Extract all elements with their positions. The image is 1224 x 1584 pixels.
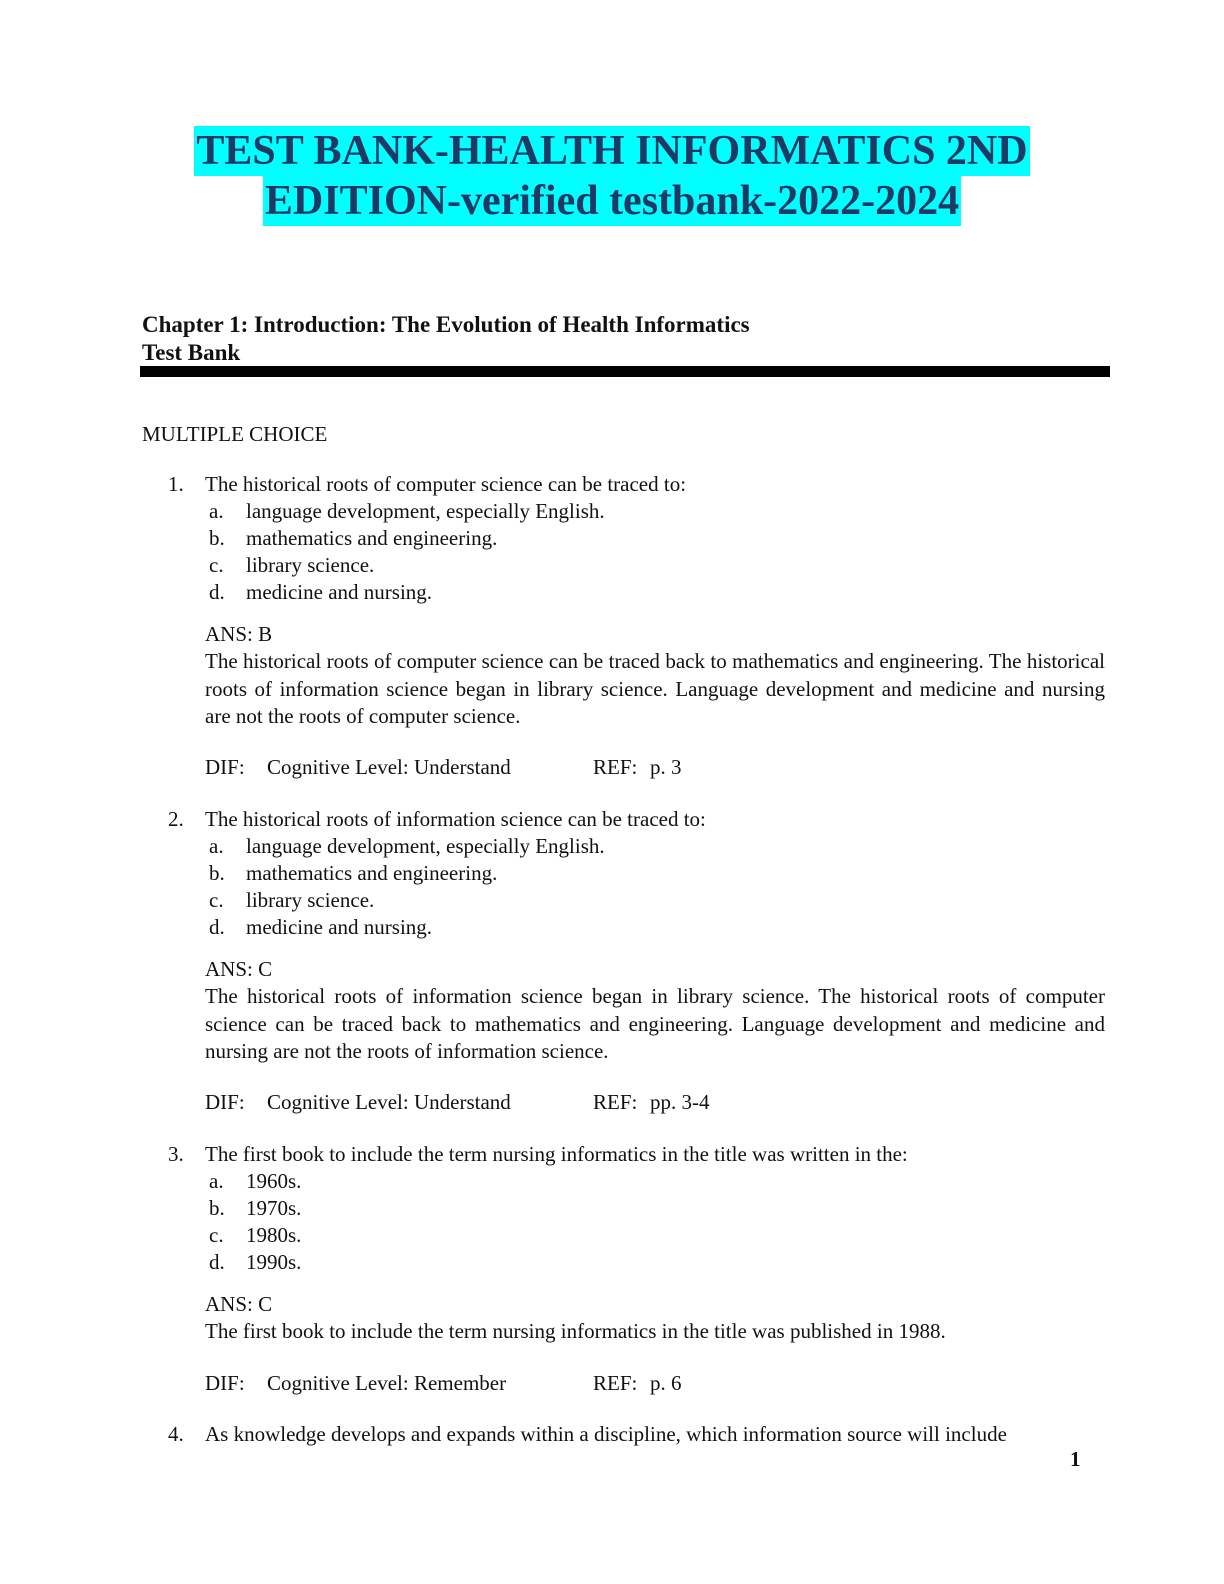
ref-label: REF: [593,1090,638,1114]
document-title [0,126,1224,226]
dif-label: DIF: [205,1090,245,1114]
question-stem: The historical roots of information science can be traced to: [205,807,706,831]
question-meta [205,1370,905,1397]
question-meta [205,1089,905,1116]
page-reference: p. 6 [650,1371,682,1395]
option-letter: c. [209,553,224,577]
question-number: 1. [168,472,184,496]
option-letter: d. [209,1250,225,1274]
option-text: 1970s. [246,1196,302,1220]
answer-key: ANS: C [205,957,273,981]
dif-label: DIF: [205,755,245,779]
answer-key: ANS: B [205,622,273,646]
option-text: mathematics and engineering. [246,526,498,550]
rationale: The historical roots of information science began in library science. The historical roots of computer science can be traced back to mathematics and engineering. Language development and medicine and nursing are not the roots of information science. [205,984,1105,1063]
ref-label: REF: [593,755,638,779]
option-letter: a. [209,834,224,858]
option-letter: b. [209,526,225,550]
option-text: language development, especially English. [246,499,605,523]
option-letter: c. [209,1223,224,1247]
ref-label: REF: [593,1371,638,1395]
option-letter: d. [209,915,225,939]
option-text: language development, especially English. [246,834,605,858]
cognitive-level: Cognitive Level: Understand [267,755,511,779]
cognitive-level: Cognitive Level: Remember [267,1371,507,1395]
question-number: 2. [168,807,184,831]
question-stem: The historical roots of computer science can be traced to: [205,472,687,496]
page-number: 1 [1070,1447,1081,1471]
option-letter: d. [209,580,225,604]
option-text: medicine and nursing. [246,915,433,939]
rationale: The historical roots of computer science can be traced back to mathematics and engineering. The historical roots of information science began in library science. Language development and medicine and nursing are not the roots of computer science. [205,649,1105,728]
option-text: mathematics and engineering. [246,861,498,885]
answer-key: ANS: C [205,1292,273,1316]
chapter-subheading: Test Bank [142,340,241,365]
option-letter: b. [209,1196,225,1220]
option-letter: a. [209,1169,224,1193]
cognitive-level: Cognitive Level: Understand [267,1090,511,1114]
question-stem: As knowledge develops and expands within a discipline, which information source will include [205,1422,1007,1446]
option-letter: c. [209,888,224,912]
option-text: library science. [246,553,375,577]
heading-rule [140,366,1110,377]
chapter-heading: Chapter 1: Introduction: The Evolution of Health Informatics [142,312,750,337]
chapter-heading-block [142,311,750,367]
title-line-1: TEST BANK-HEALTH INFORMATICS 2ND [196,128,1028,174]
question-number: 3. [168,1142,184,1166]
dif-label: DIF: [205,1371,245,1395]
title-line-2: EDITION-verified testbank-2022-2024 [264,178,960,224]
option-text: 1980s. [246,1223,302,1247]
option-text: library science. [246,888,375,912]
option-text: 1990s. [246,1250,302,1274]
option-text: medicine and nursing. [246,580,433,604]
section-label: MULTIPLE CHOICE [142,422,328,446]
question-meta [205,754,905,781]
question-number: 4. [168,1422,184,1446]
option-text: 1960s. [246,1169,302,1193]
question-stem: The first book to include the term nursing informatics in the title was written in the: [205,1142,908,1166]
rationale: The first book to include the term nursing informatics in the title was published in 1988. [205,1319,946,1343]
option-letter: a. [209,499,224,523]
option-letter: b. [209,861,225,885]
page-reference: p. 3 [650,755,682,779]
page-reference: pp. 3-4 [650,1090,710,1114]
